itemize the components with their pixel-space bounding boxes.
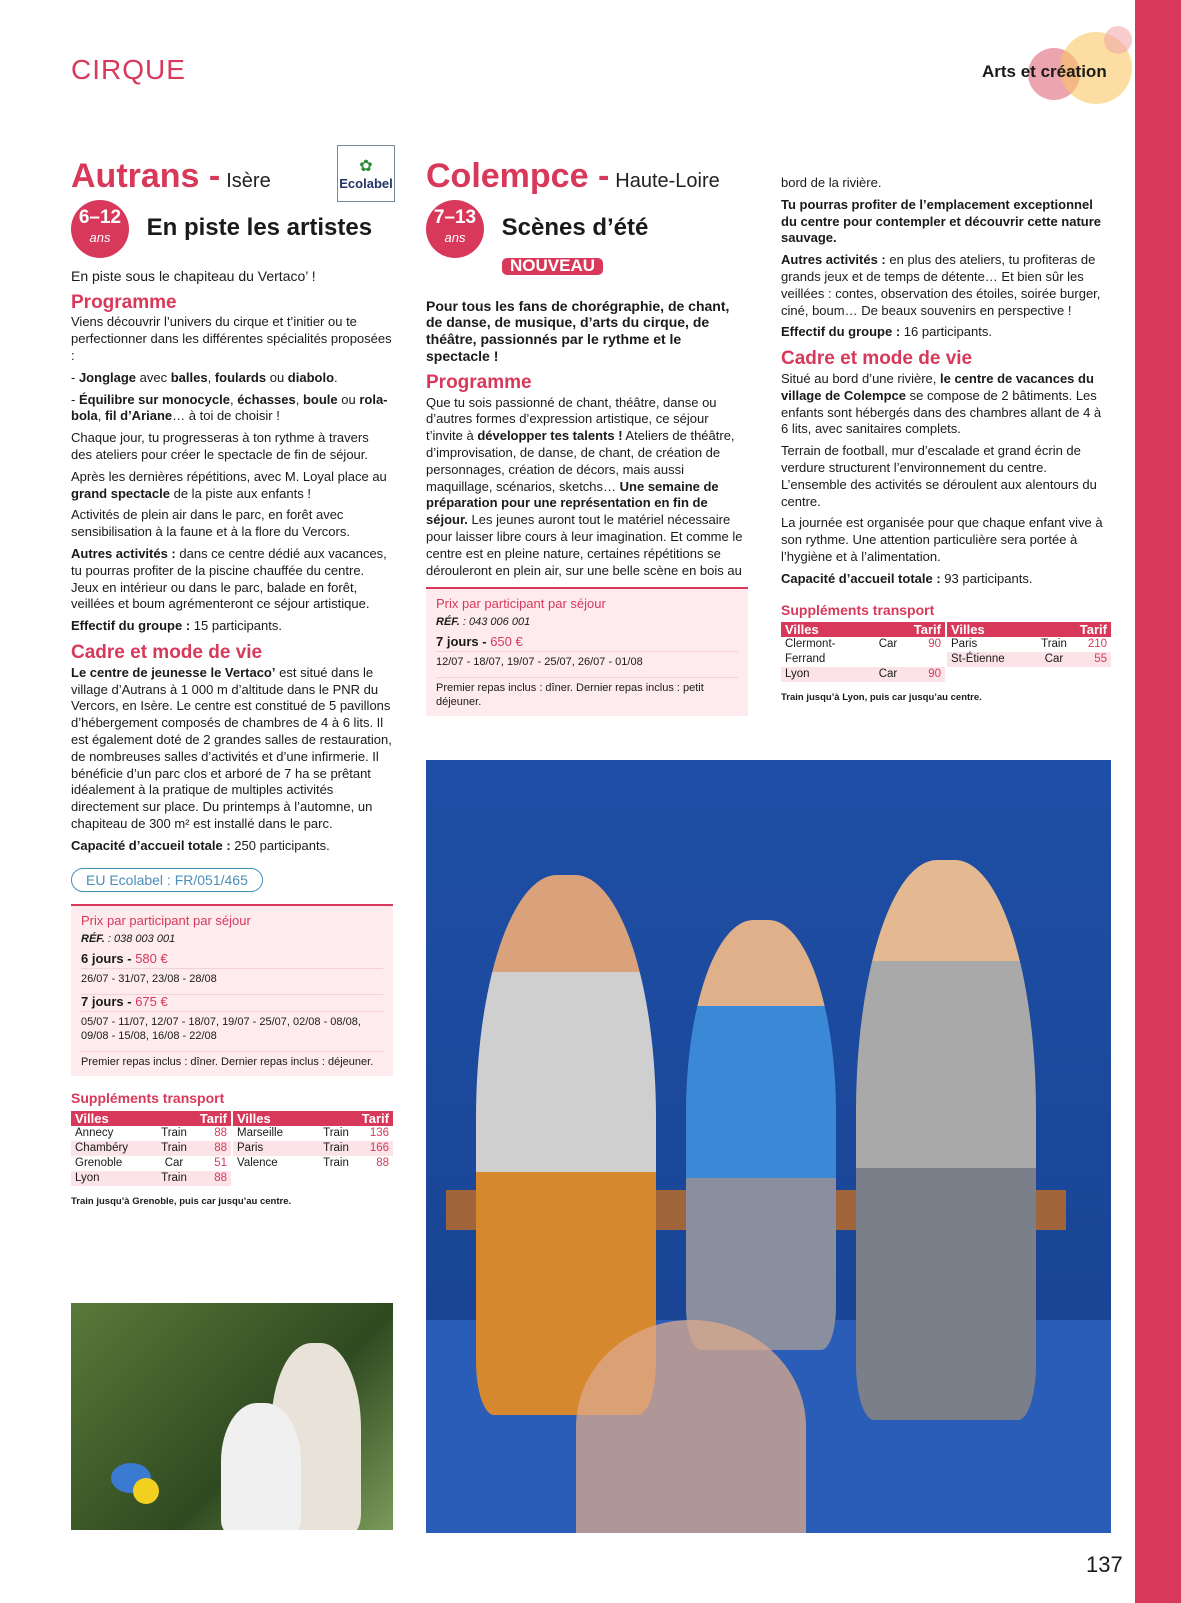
- age-range: 6–12: [78, 206, 122, 228]
- text-segment: Activités de plein air dans le parc, en forêt avec sensibilisation à la faune et à la flore du Vercors.: [71, 507, 350, 540]
- paragraph: [71, 618, 393, 635]
- reference-label: RÉF.: [81, 933, 105, 946]
- theme-label: [960, 20, 1135, 120]
- bold-text: fil d’Ariane: [104, 408, 173, 424]
- bold-text: balles: [170, 369, 208, 385]
- table-row: [233, 1141, 393, 1156]
- text-segment: .: [334, 369, 338, 385]
- price: 90: [928, 668, 941, 681]
- table-header: [71, 1111, 231, 1126]
- city: Marseille: [237, 1127, 284, 1140]
- text-segment: Après les dernières répétitions, avec M. Loyal place au: [71, 468, 387, 484]
- paragraph: [426, 395, 748, 580]
- duration: 7 jours -: [81, 994, 136, 1010]
- price-box: [71, 904, 393, 1076]
- price-title: Prix par participant par séjour: [81, 913, 251, 929]
- place-name: Colempce -: [426, 157, 610, 195]
- table-header: [233, 1111, 393, 1126]
- bold-text: Capacité d’accueil totale :: [781, 570, 941, 586]
- table-row: [233, 1156, 393, 1171]
- city: Grenoble: [75, 1157, 123, 1170]
- paragraph: [71, 430, 393, 464]
- age-unit: ans: [444, 229, 466, 245]
- region: Haute-Loire: [615, 170, 720, 192]
- meals-info: Premier repas inclus : dîner. Dernier repas inclus : déjeuner.: [81, 1056, 374, 1069]
- text-segment: ,: [229, 391, 238, 407]
- city: Annecy: [75, 1127, 114, 1140]
- transport-half: [71, 1111, 231, 1186]
- text-segment: se compose de 2 bâtiments. Les enfants sont hébergés dans des chambres allant de 4 à 6 lits, avec sanitaires complets.: [781, 387, 1102, 437]
- session-dates: 26/07 - 31/07, 23/08 - 28/08: [81, 969, 383, 995]
- meals-info: Premier repas inclus : dîner. Dernier repas inclus : petit déjeuner.: [436, 682, 704, 709]
- transport-section: [71, 1090, 393, 1211]
- price: 55: [1094, 653, 1107, 666]
- text-segment: est situé dans le village d’Autrans à 1 000 m d’altitude dans le PNR du Vercors, en Isère. Le centre est constitué de 5 pavillons d’hébergement composés de chambres de 4 à 6 lits. Il est également doté de 2 grandes salles de restauration, de nombreuses salles d’activités et d’une infirmerie. Il bénéficie d’un parc clos et arboré de 7 ha se prêtant idéalement à la pratique de multiples activités directement sur place. Du printemps à l’automne, un chapiteau de 300 m² est installé dans le parc.: [71, 664, 392, 831]
- table-row: [947, 652, 1111, 667]
- text-segment: Ateliers de théâtre, d’improvisation, de danse, de chant, de création de personnages, création de décors, mais aussi maquillage, scénarios, sketchs…: [426, 428, 735, 494]
- theme-text: Arts et création: [982, 62, 1107, 81]
- cadre-text: [71, 665, 393, 855]
- region: Isère: [226, 170, 271, 192]
- price: 90: [928, 638, 941, 651]
- table-row: [71, 1171, 231, 1186]
- amount: 580 €: [135, 951, 168, 967]
- paragraph: [781, 197, 1111, 247]
- mode: Car: [164, 1157, 184, 1170]
- duration: 6 jours -: [81, 951, 136, 967]
- text-segment: -: [71, 391, 79, 407]
- bold-text: boule: [302, 391, 338, 407]
- text-segment: … à toi de choisir !: [172, 408, 280, 424]
- paragraph: [781, 571, 1111, 588]
- duration-price: [436, 635, 738, 652]
- table-row: [781, 667, 945, 682]
- price: 88: [214, 1127, 227, 1140]
- reference-number: : 038 003 001: [104, 933, 176, 946]
- age-badge: [71, 200, 129, 258]
- mode: Train: [323, 1127, 349, 1140]
- age-badge: [426, 200, 484, 258]
- text-segment: Viens découvrir l’univers du cirque et t’initier ou te perfectionner dans les différentes spécialités proposées :: [71, 314, 392, 363]
- text-segment: dans ce centre dédié aux vacances, tu pourras profiter de la piscine chauffée du centre. Jeux en intérieur ou dans le parc, balade en forêt, veillées et boum agrémenteront ce séjour artistique.: [71, 545, 387, 612]
- bold-text: Effectif du groupe :: [71, 618, 191, 634]
- reference-label: RÉF.: [436, 616, 460, 629]
- bold-text: le centre de vacances du village de Colempce: [781, 370, 1094, 403]
- city: Lyon: [785, 668, 810, 681]
- text-segment: de la piste aux enfants !: [170, 485, 311, 501]
- programme-heading: Programme: [426, 371, 532, 393]
- mode: Train: [323, 1157, 349, 1170]
- col-city: Villes: [951, 622, 985, 638]
- transport-title: Suppléments transport: [781, 601, 935, 618]
- city: St-Étienne: [951, 653, 1005, 666]
- new-badge: NOUVEAU: [502, 258, 603, 275]
- bold-text: Tu pourras profiter de l’emplacement exceptionnel du centre pour contempler et découvrir cette nature sauvage.: [781, 196, 1102, 246]
- mode: Car: [1044, 653, 1064, 666]
- flower-icon: ✿: [359, 158, 373, 175]
- text-segment: 16 participants.: [900, 324, 992, 340]
- reference: [436, 615, 738, 629]
- text-segment: 93 participants.: [940, 570, 1033, 586]
- session-dates: 05/07 - 11/07, 12/07 - 18/07, 19/07 - 25/07, 02/08 - 08/08, 09/08 - 15/08, 16/08 - 22/08: [81, 1012, 383, 1052]
- table-row: [781, 637, 945, 667]
- bold-text: foulards: [214, 369, 267, 385]
- city: Paris: [237, 1142, 264, 1155]
- text-segment: Terrain de football, mur d’escalade et grand écrin de verdure structurent l’environnement du centre. L’ensemble des activités se déroulent aux alentours du centre.: [781, 443, 1097, 509]
- price: 166: [369, 1142, 389, 1155]
- paragraph: [71, 370, 393, 387]
- paragraph: [71, 665, 393, 833]
- city: Valence: [237, 1157, 278, 1170]
- bold-text: diabolo: [287, 369, 335, 385]
- mode: Car: [878, 668, 898, 681]
- stay-title: Scènes d’été: [501, 214, 649, 242]
- transport-section: [781, 602, 1111, 708]
- cadre-text: [781, 371, 1111, 588]
- intro: Pour tous les fans de chorégraphie, de chant, de danse, de musique, d’arts du cirque, de théâtre, passionnés par le rythme et le spectacle !: [426, 297, 730, 364]
- price-box: [426, 587, 748, 716]
- age-unit: ans: [89, 229, 111, 245]
- table-row: [947, 637, 1111, 652]
- transport-table: [71, 1111, 393, 1186]
- price-title: Prix par participant par séjour: [436, 596, 606, 612]
- paragraph: [781, 515, 1111, 565]
- col-price: Tarif: [361, 1111, 389, 1127]
- city: Chambéry: [75, 1142, 129, 1155]
- bold-text: Une semaine de préparation pour une représentation en fin de séjour.: [426, 478, 719, 528]
- photo-diabolo: [71, 1303, 393, 1530]
- programme-text-continued: [781, 175, 1111, 341]
- reference-number: : 043 006 001: [459, 616, 531, 629]
- transport-table: [781, 622, 1111, 682]
- duration: 7 jours -: [436, 634, 491, 650]
- bold-text: grand spectacle: [71, 485, 170, 501]
- text-segment: 15 participants.: [190, 618, 282, 634]
- bold-text: Le centre de jeunesse le Vertaco’: [71, 664, 276, 680]
- transport-note: Train jusqu’à Lyon, puis car jusqu’au centre.: [781, 692, 982, 704]
- text-segment: Que tu sois passionné de chant, théâtre, danse ou d’autres formes d’expression artistique, ce séjour t’invite à: [426, 394, 717, 444]
- mode: Train: [161, 1172, 187, 1185]
- section-title: CIRQUE: [71, 54, 186, 85]
- text-segment: ou: [337, 391, 360, 407]
- paragraph: [781, 175, 1111, 192]
- bold-text: échasses: [237, 391, 296, 407]
- bold-text: Effectif du groupe :: [781, 324, 901, 340]
- duration-price: [81, 995, 383, 1012]
- paragraph: [781, 324, 1111, 341]
- decor-circle-icon: [1104, 26, 1132, 54]
- text-segment: -: [71, 369, 79, 385]
- photo-children-bench: [426, 760, 1111, 1533]
- city: Lyon: [75, 1172, 100, 1185]
- cadre-heading: Cadre et mode de vie: [781, 348, 973, 370]
- text-segment: ou: [266, 369, 288, 385]
- hand-foreground: [576, 1320, 806, 1533]
- paragraph: [71, 838, 393, 855]
- price: 51: [214, 1157, 227, 1170]
- paragraph: [71, 469, 393, 503]
- stay-title: En piste les artistes: [146, 214, 373, 242]
- place-title: [71, 157, 393, 195]
- place-name: Autrans -: [71, 157, 221, 195]
- bold-text: Jonglage: [78, 369, 137, 385]
- paragraph: [71, 314, 393, 364]
- session-dates: 12/07 - 18/07, 19/07 - 25/07, 26/07 - 01/08: [436, 652, 738, 678]
- stay-autrans: [71, 157, 393, 1211]
- text-segment: ,: [207, 369, 215, 385]
- bold-text: Équilibre sur monocycle: [78, 391, 230, 407]
- bold-text: rola-bola: [71, 391, 388, 424]
- table-row: [71, 1156, 231, 1171]
- price: 88: [214, 1172, 227, 1185]
- mode: Train: [161, 1127, 187, 1140]
- text-segment: Situé au bord d’une rivière,: [781, 370, 940, 386]
- price: 136: [369, 1127, 389, 1140]
- paragraph: [781, 371, 1111, 438]
- col-city: Villes: [237, 1111, 271, 1127]
- mode: Train: [323, 1142, 349, 1155]
- transport-note: Train jusqu’à Grenoble, puis car jusqu’au centre.: [71, 1196, 292, 1208]
- text-segment: en plus des ateliers, tu profiteras de grands jeux et de temps de détente… Et bien sûr les veillées : contes, observation des étoiles, soirée burger, ciné, boum… De beaux souvenirs en perspective !: [781, 252, 1101, 318]
- col-city: Villes: [75, 1111, 109, 1127]
- bold-text: développer tes talents !: [477, 428, 623, 444]
- amount: 650 €: [490, 634, 523, 650]
- amount: 675 €: [135, 994, 168, 1010]
- table-row: [71, 1126, 231, 1141]
- duration-price: [81, 952, 383, 969]
- ecolabel-logo: ✿ Ecolabel: [337, 145, 395, 202]
- reference: [81, 932, 383, 946]
- bold-text: Autres activités :: [71, 545, 176, 561]
- price: 210: [1087, 638, 1107, 651]
- mode: Train: [1041, 638, 1067, 651]
- programme-text: [71, 314, 393, 635]
- text-segment: ,: [295, 391, 303, 407]
- stay-colempce-continued: [781, 175, 1111, 707]
- mode: Car: [878, 638, 898, 651]
- mode: Train: [161, 1142, 187, 1155]
- transport-title: Suppléments transport: [71, 1090, 225, 1107]
- paragraph: [781, 443, 1111, 510]
- page-number: 137: [1086, 1552, 1123, 1577]
- bold-text: Autres activités :: [781, 252, 886, 268]
- cadre-heading: Cadre et mode de vie: [71, 641, 263, 663]
- place-title: [426, 157, 748, 195]
- text-segment: ,: [97, 408, 105, 424]
- age-range: 7–13: [433, 206, 477, 228]
- paragraph: [71, 546, 393, 613]
- transport-half: [781, 622, 945, 682]
- price: 88: [214, 1142, 227, 1155]
- text-segment: 250 participants.: [230, 837, 330, 853]
- table-header: [947, 622, 1111, 637]
- text-segment: Les jeunes auront tout le matériel nécessaire pour laisser libre cours à leur imagination. Et comme le centre est en pleine nature, certaines répétitions se dérouleront en plein air, sur une belle scène en bois au: [426, 512, 743, 578]
- col-price: Tarif: [913, 622, 941, 638]
- paragraph: [71, 507, 393, 541]
- col-price: Tarif: [1079, 622, 1107, 638]
- intro: En piste sous le chapiteau du Vertaco’ !: [71, 267, 316, 284]
- paragraph: [71, 392, 393, 426]
- text-segment: La journée est organisée pour que chaque enfant vive à son rythme. Une attention particulière sera portée à l’hygiène et à l’alimentation.: [781, 515, 1103, 564]
- text-segment: Chaque jour, tu progresseras à ton rythme à travers des ateliers pour créer le spectacle de fin de séjour.: [71, 430, 369, 462]
- city: Clermont-Ferrand: [785, 638, 836, 666]
- text-segment: bord de la rivière.: [781, 175, 882, 190]
- col-city: Villes: [785, 622, 819, 638]
- paragraph: [781, 252, 1111, 319]
- col-price: Tarif: [199, 1111, 227, 1127]
- bold-text: Capacité d’accueil totale :: [71, 837, 231, 853]
- price: 88: [376, 1157, 389, 1170]
- table-row: [233, 1126, 393, 1141]
- city: Paris: [951, 638, 978, 651]
- programme-text: [426, 395, 748, 580]
- table-header: [781, 622, 945, 637]
- transport-half: [233, 1111, 393, 1186]
- text-segment: avec: [136, 369, 171, 385]
- stay-colempce: [426, 157, 748, 716]
- transport-half: [947, 622, 1111, 682]
- page-edge-band: [1135, 0, 1181, 1603]
- ecolabel-tag: EU Ecolabel : FR/051/465: [71, 868, 263, 893]
- programme-heading: Programme: [71, 291, 177, 313]
- table-row: [71, 1141, 231, 1156]
